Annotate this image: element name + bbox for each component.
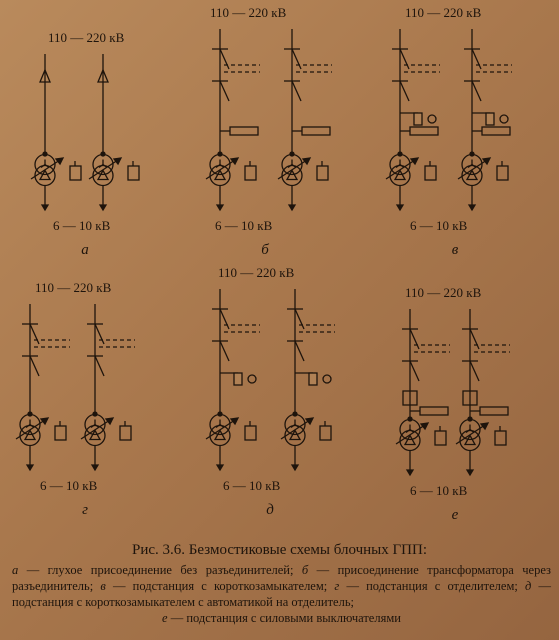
- outgoing-arrow: [467, 470, 473, 475]
- disconnector-blade: [220, 49, 229, 69]
- arrow-head: [106, 418, 113, 424]
- voltage-high-label: 110 — 220 кВ: [405, 285, 482, 300]
- transformer-icon: [456, 420, 488, 451]
- caption-item-1: [12, 563, 302, 577]
- current-transformer-icon: [230, 127, 258, 135]
- outgoing-arrow: [92, 465, 98, 470]
- auxiliary-box: [120, 426, 131, 440]
- current-transformer-icon: [482, 127, 510, 135]
- outgoing-arrow: [407, 470, 413, 475]
- scheme-panel-в: [386, 5, 512, 258]
- disconnector-blade: [220, 81, 229, 101]
- disconnector-blade: [30, 324, 39, 344]
- voltage-high-label: 110 — 220 кВ: [48, 30, 125, 45]
- relay-icon: [323, 375, 331, 383]
- voltage-low-label: 6 — 10 кВ: [215, 218, 273, 233]
- transformer-winding-lower: [210, 426, 230, 446]
- outgoing-arrow: [42, 205, 48, 210]
- transformer-icon: [458, 155, 490, 186]
- disconnector-blade: [472, 81, 481, 101]
- voltage-low-label: 6 — 10 кВ: [53, 218, 111, 233]
- disconnector-blade: [470, 361, 479, 381]
- disconnector-blade: [410, 329, 419, 349]
- transformer-winding-lower: [282, 166, 302, 186]
- disconnector-blade: [470, 329, 479, 349]
- caption-item-text: — подстанция с отделителем;: [339, 579, 526, 593]
- scheme-panel-г: [16, 280, 135, 518]
- disconnector-blade: [410, 361, 419, 381]
- auxiliary-box: [245, 426, 256, 440]
- disconnector-blade: [400, 49, 409, 69]
- transformer-icon: [206, 155, 238, 186]
- disconnector-blade: [292, 81, 301, 101]
- short-circuiter-icon: [486, 113, 494, 125]
- disconnector-blade: [220, 309, 229, 329]
- caption-body: [12, 562, 551, 626]
- auxiliary-box: [495, 431, 506, 445]
- arrow-head: [481, 423, 488, 429]
- scheme-panel-а: [31, 30, 139, 258]
- transformer-icon: [31, 155, 63, 186]
- disconnector-blade: [95, 324, 104, 344]
- outgoing-arrow: [292, 465, 298, 470]
- arrow-head: [306, 418, 313, 424]
- voltage-low-label: 6 — 10 кВ: [40, 478, 98, 493]
- panel-label: е: [451, 507, 459, 523]
- outgoing-arrow: [289, 205, 295, 210]
- disconnector-blade: [220, 341, 229, 361]
- auxiliary-box: [435, 431, 446, 445]
- caption-item-text: — присоединение трансформатора через разъединитель;: [12, 563, 551, 593]
- disconnector-blade: [292, 49, 301, 69]
- voltage-high-label: 110 — 220 кВ: [35, 280, 112, 295]
- transformer-winding-lower: [285, 426, 305, 446]
- auxiliary-box: [70, 166, 81, 180]
- auxiliary-box: [55, 426, 66, 440]
- panel-label: в: [451, 242, 459, 258]
- arrow-head: [56, 158, 63, 164]
- arrow-head: [303, 158, 310, 164]
- transformer-winding-lower: [460, 431, 480, 451]
- caption-item-6: [12, 610, 551, 626]
- disconnector-blade: [400, 81, 409, 101]
- arrow-head: [231, 418, 238, 424]
- scheme-panel-д: [206, 265, 335, 518]
- caption-item-3: [100, 579, 334, 593]
- caption-item-letter: б: [301, 563, 309, 577]
- current-transformer-icon: [480, 407, 508, 415]
- scheme-panel-б: [206, 5, 332, 258]
- caption-title: Рис. 3.6. Безмостиковые схемы блочных ГПП:: [132, 542, 427, 558]
- transformer-icon: [81, 415, 113, 446]
- short-circuiter-icon: [309, 373, 317, 385]
- auxiliary-box: [497, 166, 508, 180]
- outgoing-arrow: [27, 465, 33, 470]
- auxiliary-box: [320, 426, 331, 440]
- caption-item-text: — подстанция с короткозамыкателем с автоматикой на отделитель;: [12, 579, 552, 609]
- arrow-head: [114, 158, 121, 164]
- caption-item-text: — подстанция с короткозамыкателем;: [105, 579, 335, 593]
- caption-item-letter: а: [12, 563, 19, 577]
- transformer-winding-lower: [20, 426, 40, 446]
- outgoing-arrow: [397, 205, 403, 210]
- disconnector-blade: [95, 356, 104, 376]
- arrow-head: [41, 418, 48, 424]
- relay-icon: [428, 115, 436, 123]
- outgoing-arrow: [217, 465, 223, 470]
- transformer-winding-lower: [93, 166, 113, 186]
- panel-label: а: [81, 242, 89, 258]
- disconnector-blade: [295, 341, 304, 361]
- current-transformer-icon: [420, 407, 448, 415]
- outgoing-arrow: [469, 205, 475, 210]
- outgoing-arrow: [217, 205, 223, 210]
- caption-item-4: [334, 579, 525, 593]
- arrow-head: [231, 158, 238, 164]
- voltage-high-label: 110 — 220 кВ: [218, 265, 295, 280]
- scheme-panel-е: [396, 285, 510, 523]
- caption-item-letter: д: [525, 579, 532, 593]
- caption-item-letter: е: [162, 611, 168, 625]
- voltage-low-label: 6 — 10 кВ: [410, 218, 468, 233]
- transformer-winding-lower: [210, 166, 230, 186]
- current-transformer-icon: [410, 127, 438, 135]
- relay-icon: [500, 115, 508, 123]
- caption-item-letter: в: [100, 579, 106, 593]
- voltage-high-label: 110 — 220 кВ: [210, 5, 287, 20]
- disconnector-blade: [295, 309, 304, 329]
- arrow-head: [483, 158, 490, 164]
- caption-item-text: — глухое присоединение без разъединителей;: [18, 563, 302, 577]
- relay-icon: [248, 375, 256, 383]
- transformer-icon: [16, 415, 48, 446]
- panel-label: б: [261, 242, 269, 258]
- transformer-winding-lower: [35, 166, 55, 186]
- transformer-winding-lower: [400, 431, 420, 451]
- transformer-icon: [278, 155, 310, 186]
- transformer-winding-lower: [462, 166, 482, 186]
- transformer-winding-lower: [85, 426, 105, 446]
- panel-label: г: [82, 502, 88, 518]
- short-circuiter-icon: [234, 373, 242, 385]
- voltage-high-label: 110 — 220 кВ: [405, 5, 482, 20]
- arrow-head: [421, 423, 428, 429]
- voltage-low-label: 6 — 10 кВ: [223, 478, 281, 493]
- transformer-icon: [206, 415, 238, 446]
- transformer-icon: [386, 155, 418, 186]
- auxiliary-box: [128, 166, 139, 180]
- transformer-winding-lower: [390, 166, 410, 186]
- voltage-low-label: 6 — 10 кВ: [410, 483, 468, 498]
- auxiliary-box: [245, 166, 256, 180]
- outgoing-arrow: [100, 205, 106, 210]
- arrow-head: [411, 158, 418, 164]
- panel-label: д: [266, 502, 274, 518]
- disconnector-blade: [472, 49, 481, 69]
- transformer-icon: [396, 420, 428, 451]
- auxiliary-box: [317, 166, 328, 180]
- caption-item-text: — подстанция с силовыми выключателями: [167, 611, 401, 625]
- transformer-icon: [281, 415, 313, 446]
- disconnector-blade: [30, 356, 39, 376]
- short-circuiter-icon: [414, 113, 422, 125]
- caption-item-letter: г: [334, 579, 340, 593]
- current-transformer-icon: [302, 127, 330, 135]
- transformer-icon: [89, 155, 121, 186]
- auxiliary-box: [425, 166, 436, 180]
